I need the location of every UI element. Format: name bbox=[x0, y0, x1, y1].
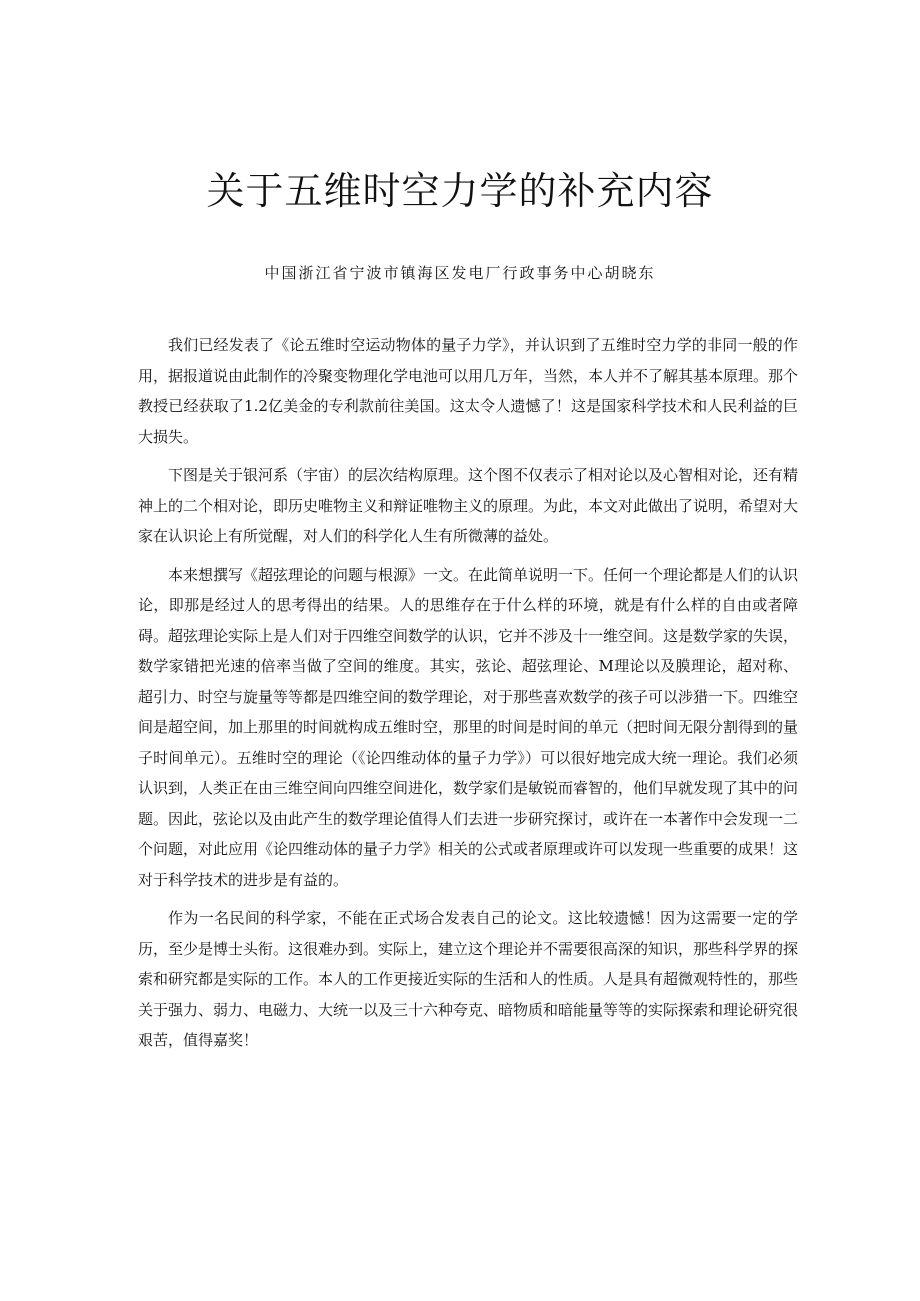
paragraph-2: 下图是关于银河系（宇宙）的层次结构原理。这个图不仅表示了相对论以及心智相对论，还有精神上的二个相对论，即历史唯物主义和辩证唯物主义的原理。为此，本文对此做出了说明，希望对大家在认识论上有所觉醒，对人们的科学化人生有所微薄的益处。 bbox=[138, 466, 799, 545]
document-title: 关于五维时空力学的补充内容 bbox=[206, 169, 714, 213]
document-body bbox=[138, 330, 798, 1064]
paragraph-4: 作为一名民间的科学家，不能在正式场合发表自己的论文。这比较遗憾！因为这需要一定的学历，至少是博士头衔。这很难办到。实际上，建立这个理论并不需要很高深的知识，那些科学界的探索和研究都是实际的工作。本人的工作更接近实际的生活和人的性质。人是具有超微观特性的，那些关于强力、弱力、电磁力、大统一以及三十六种夸克、暗物质和暗能量等等的实际探索和理论研究很艰苦，值得嘉奖！ bbox=[138, 909, 799, 1049]
paragraph-3: 本来想撰写《超弦理论的问题与根源》一文。在此简单说明一下。任何一个理论都是人们的认识论，即那是经过人的思考得出的结果。人的思维存在于什么样的环境，就是有什么样的自由或者障碍。超弦理论实际上是人们对于四维空间数学的认识，它并不涉及十一维空间。这是数学家的失误，数学家错把光速的倍率当做了空间的维度。其实，弦论、超弦理论、M理论以及膜理论，超对称、超引力、时空与旋量等等都是四维空间的数学理论，对于那些喜欢数学的孩子可以涉猎一下。四维空间是超空间，加上那里的时间就构成五维时空，那里的时间是时间的单元（把时间无限分割得到的量子时间单元）。五维时空的理论（《论四维动体的量子力学》）可以很好地完成大统一理论。我们必须认识到，人类正在由三维空间向四维空间进化，数学家们是敏锐而睿智的，他们早就发现了其中的问题。因此，弦论以及由此产生的数学理论值得人们去进一步研究探讨，或许在一本著作中会发现一二个问题，对此应用《论四维动体的量子力学》相关的公式或者原理或许可以发现一些重要的成果！这对于科学技术的进步是有益的。 bbox=[138, 565, 799, 889]
author-affiliation: 中国浙江省宁波市镇海区发电厂行政事务中心胡晓东 bbox=[264, 264, 656, 282]
paragraph-1: 我们已经发表了《论五维时空运动物体的量子力学》，并认识到了五维时空力学的非同一般的作用，据报道说由此制作的冷聚变物理化学电池可以用几万年，当然，本人并不了解其基本原理。那个教授已经获取了1.2亿美金的专利款前往美国。这太令人遗憾了！这是国家科学技术和人民利益的巨大损失。 bbox=[138, 336, 799, 446]
